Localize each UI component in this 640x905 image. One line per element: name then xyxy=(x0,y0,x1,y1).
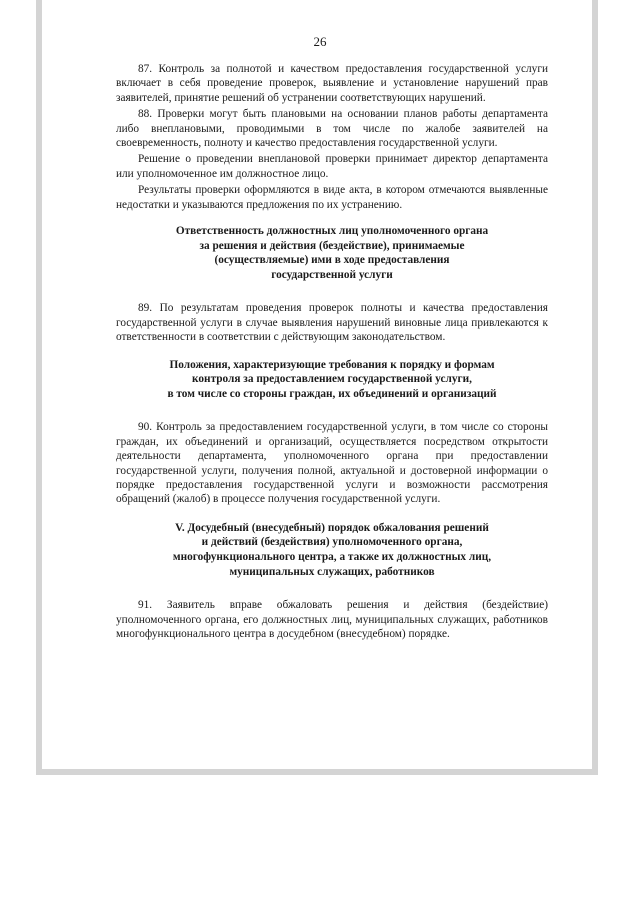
heading-line: контроля за предоставлением государственной услуги, xyxy=(192,373,472,386)
paragraph-88: 88. Проверки могут быть плановыми на основании планов работы департамента либо внеплановыми, проводимыми в том числе по жалобе заявителей на своевременность, полноту и качество предоставления государственной услуги. xyxy=(116,108,548,150)
page-number: 26 xyxy=(313,34,327,49)
paragraph-90: 90. Контроль за предоставлением государственной услуги, в том числе со стороны граждан, их объединений и организаций, осуществляется посредством открытости деятельности департамента, уполномоченного органа при предоставлении государственной услуги, получения полной, актуальной и достоверной информации о порядке предоставления государственной услуги и возможности рассмотрения обращений (жалоб) в процессе получения государственной услуги. xyxy=(116,421,548,506)
heading-line: за решения и действия (бездействие), принимаемые xyxy=(199,239,465,252)
paragraph-89: 89. По результатам проведения проверок полноты и качества предоставления государственной услуги в случае выявления нарушений виновные лица привлекаются к ответственности в соответствии с действующим законодательством. xyxy=(116,302,548,344)
paragraph-inspection-results: Результаты проверки оформляются в виде акта, в котором отмечаются выявленные недостатки и указываются предложения по их устранению. xyxy=(116,184,548,211)
heading-line: государственной услуги xyxy=(271,268,393,281)
heading-line: V. Досудебный (внесудебный) порядок обжалования решений xyxy=(175,521,489,534)
heading-responsibility xyxy=(116,224,548,282)
heading-line: и действий (бездействия) уполномоченного органа, xyxy=(201,536,463,549)
paragraph-inspection-decision: Решение о проведении внеплановой проверки принимает директор департамента или уполномоченное им должностное лицо. xyxy=(116,153,548,180)
heading-control-provisions xyxy=(116,358,548,402)
heading-line: Ответственность должностных лиц уполномоченного органа xyxy=(175,225,489,238)
document-body xyxy=(116,62,548,643)
heading-line: Положения, характеризующие требования к порядку и формам xyxy=(169,358,495,371)
paragraph-87: 87. Контроль за полнотой и качеством предоставления государственной услуги включает в себя проведение проверок, выявление и установление нарушений прав заявителей, принятие решений об устранении соответствующих нарушений. xyxy=(116,63,548,104)
heading-line: в том числе со стороны граждан, их объединений и организаций xyxy=(167,387,497,400)
heading-line: муниципальных служащих, работников xyxy=(229,565,435,578)
heading-line: (осуществляемые) ими в ходе предоставления xyxy=(214,254,450,267)
paragraph-91: 91. Заявитель вправе обжаловать решения и действия (бездействие) уполномоченного органа, его должностных лиц, муниципальных служащих, работников многофункционального центра в досудебном (внесудебном) порядке. xyxy=(116,599,548,641)
heading-section-v xyxy=(116,521,548,579)
heading-line: многофункционального центра, а также их должностных лиц, xyxy=(172,551,492,564)
